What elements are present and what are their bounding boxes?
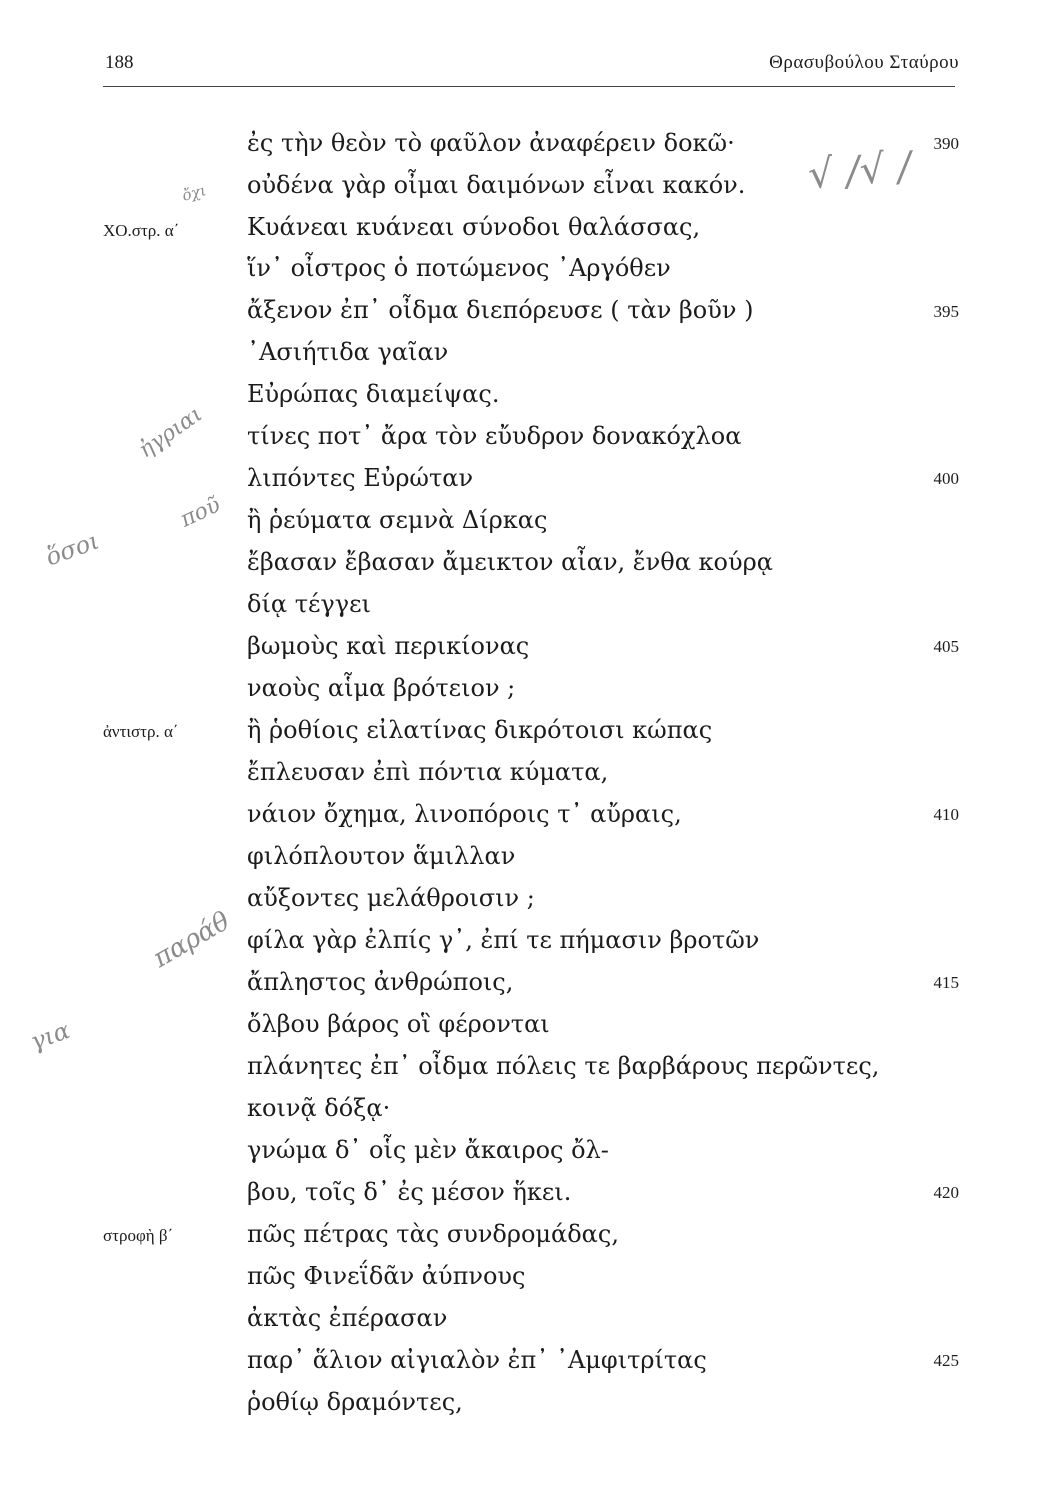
verse-line: Κυάνεαι κυάνεαι σύνοδοι θαλάσσας,	[247, 213, 701, 241]
verse-line: ναοὺς αἷμα βρότειον ;	[247, 674, 516, 702]
verse-line: βωμοὺς καὶ περικίονας	[247, 632, 530, 660]
line-number: 405	[933, 637, 959, 656]
strophe-label-text: ΧΟ.στρ. α΄	[103, 221, 180, 240]
line-number: 400	[933, 469, 959, 488]
verse-line: πῶς Φινεΐδᾶν ἀύπνους	[247, 1262, 526, 1290]
verse-line: ἀκτὰς ἐπέρασαν	[247, 1304, 448, 1332]
verse-line: δίᾳ τέγγει	[247, 590, 371, 618]
handwritten-note: για	[26, 1016, 74, 1056]
handwritten-note: ὅσοι	[41, 526, 103, 572]
verse-line: ῥοθίῳ δραμόντες,	[247, 1388, 463, 1416]
verse-line: αὔξοντες μελάθροισιν ;	[247, 884, 535, 912]
line-number: 390	[933, 134, 959, 153]
verse-line: παρ᾽ ἅλιον αἰγιαλὸν ἐπ᾽ ᾽Αμφιτρίτας	[247, 1346, 707, 1374]
verse-line: ἵν᾽ οἶστρος ὁ ποτώμενος ᾽Αργόθεν	[247, 254, 671, 282]
strophe-b-label: στροφὴ β΄	[103, 1226, 174, 1245]
verse-line: ἢ ῥεύματα σεμνὰ Δίρκας	[247, 506, 548, 534]
line-number: 415	[933, 973, 959, 992]
verse-line: βου, τοῖς δ᾽ ἐς μέσον ἥκει.	[247, 1178, 572, 1206]
handwritten-checkmarks: √ /√ /	[806, 143, 914, 199]
handwritten-note: ἠγριαι	[134, 401, 208, 464]
verse-line: κοινᾷ δόξᾳ·	[247, 1094, 391, 1122]
line-number: 410	[933, 805, 959, 824]
verse-line: ᾽Ασιήτιδα γαῖαν	[247, 338, 449, 366]
verse-line: γνώμα δ᾽ οἷς μὲν ἄκαιρος ὄλ-	[247, 1136, 609, 1164]
line-number: 420	[933, 1183, 959, 1202]
page-number: 188	[105, 52, 134, 73]
strophe-label-chorus	[103, 212, 247, 243]
verse-line: ἐς τὴν θεὸν τὸ φαῦλον ἀναφέρειν δοκῶ·	[247, 129, 735, 157]
handwritten-note: παράθ	[148, 906, 236, 974]
verse-line: ἔβασαν ἔβασαν ἄμεικτον αἶαν, ἔνθα κούρᾳ	[247, 548, 773, 576]
line-number: 395	[933, 302, 959, 321]
verse-line: ἢ ῥοθίοις εἰλατίνας δικρότοισι κώπας	[247, 716, 713, 744]
verse-line: λιπόντες Εὐρώταν	[247, 464, 474, 492]
verse-line: ἄξενον ἐπ᾽ οἶδμα διεπόρευσε ( τὰν βοῦν )	[247, 296, 754, 324]
header-rule	[103, 86, 955, 87]
verse-line: φιλόπλουτον ἅμιλλαν	[247, 842, 516, 870]
verse-line: ἄπληστος ἀνθρώποις,	[247, 968, 514, 996]
verse-line: οὐδένα γὰρ οἶμαι δαιμόνων εἶναι κακόν.	[247, 171, 746, 199]
verse-line: πῶς πέτρας τὰς συνδρομάδας,	[247, 1220, 619, 1248]
verse-line: πλάνητες ἐπ᾽ οἶδμα πόλεις τε βαρβάρους περῶντες,	[247, 1052, 880, 1080]
verse-line: ἔπλευσαν ἐπὶ πόντια κύματα,	[247, 758, 609, 786]
verse-line: Εὐρώπας διαμείψας.	[247, 380, 500, 408]
antistrophe-label: ἀντιστρ. α΄	[103, 722, 179, 741]
verse-line: νάιον ὄχημα, λινοπόροις τ᾽ αὔραις,	[247, 800, 682, 828]
handwritten-note: ὄχι	[180, 181, 208, 205]
verse-line: ὄλβου βάρος οἳ φέρονται	[247, 1010, 550, 1038]
handwritten-note: ποῦ	[176, 492, 225, 533]
verse-line: τίνες ποτ᾽ ἄρα τὸν εὔυδρον δονακόχλοα	[247, 422, 742, 450]
verse-line: φίλα γὰρ ἐλπίς γ᾽, ἐπί τε πήμασιν βροτῶν	[247, 926, 760, 954]
running-title: Θρασυβούλου Σταύρου	[769, 52, 959, 73]
line-number: 425	[933, 1351, 959, 1370]
